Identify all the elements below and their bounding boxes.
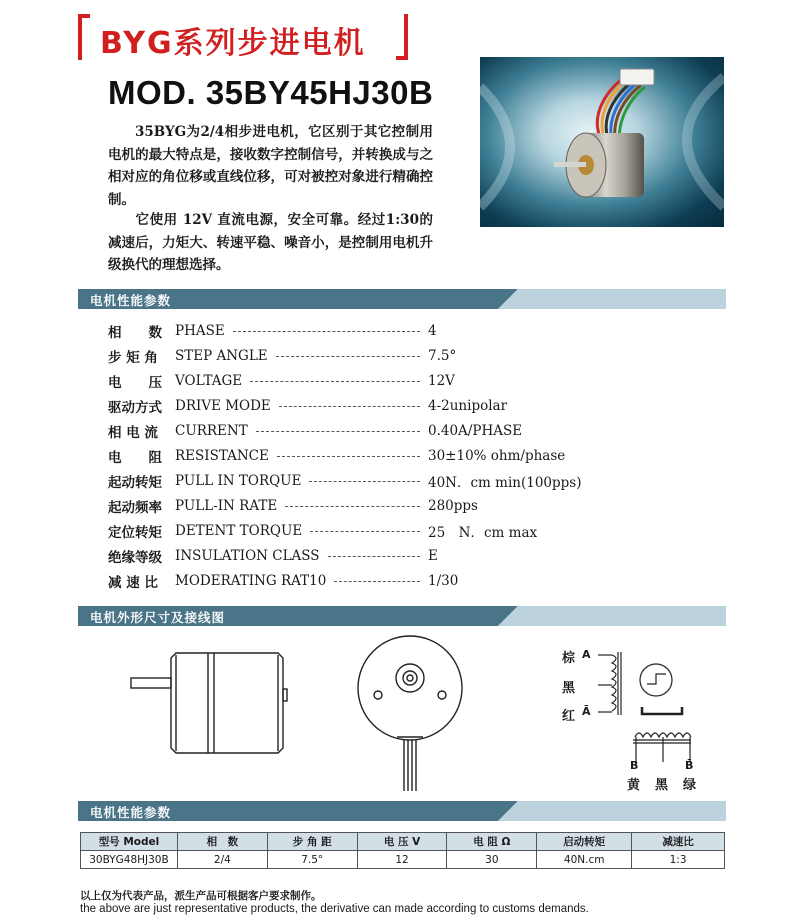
wire-label-a-bar: Ā (582, 705, 591, 718)
wire-label-red: 红 (562, 709, 576, 724)
spec-label-en: MODERATING RAT10 (175, 572, 327, 589)
title-frame (78, 14, 408, 60)
table-header-cell: 电 压 V (357, 833, 447, 851)
spec-row (108, 468, 582, 493)
table-cell: 30 (447, 851, 537, 869)
spec-label-en: RESISTANCE (175, 447, 269, 464)
spec-label-zh: 电 压 (108, 374, 162, 391)
title-bracket-left (78, 14, 90, 60)
table-cell: 40N.cm (537, 851, 632, 869)
section-bar-dimensions (78, 606, 726, 626)
spec-leader-line (279, 406, 420, 407)
series-title: BYG系列步进电机 (100, 26, 366, 61)
spec-row (108, 443, 578, 468)
spec-leader-line (328, 556, 420, 557)
table-header-cell: 电 阻 Ω (447, 833, 537, 851)
spec-label-zh: 电 阻 (108, 449, 162, 466)
intro-paragraph-1 (108, 121, 433, 211)
spec-leader-line (277, 456, 420, 457)
spec-label-en: CURRENT (175, 422, 248, 439)
intro-text-2: 它使用 12V 直流电源，安全可靠。经过1:30的减速后，力矩大、转速平稳、噪音小，是控制用电机升级换代的理想选择。 (108, 212, 433, 273)
spec-value: 280pps (428, 497, 478, 514)
spec-row (108, 418, 578, 443)
table-cell: 30BYG48HJ30B (81, 851, 178, 869)
spec-leader-line (334, 581, 420, 582)
spec-row (108, 493, 578, 518)
motor-front-view-drawing (355, 633, 465, 793)
table-cell: 7.5° (267, 851, 357, 869)
footer-note-en: the above are just representative products, the derivative can made according to customs demands. (80, 903, 589, 915)
spec-label-zh: 起动频率 (108, 499, 162, 516)
table-header-cell: 启动转矩 (537, 833, 632, 851)
motor-side-view-drawing (128, 645, 298, 765)
section-title-specs: 电机性能参数 (90, 293, 172, 308)
spec-label-en: VOLTAGE (175, 372, 243, 389)
spec-row (108, 393, 578, 418)
table-cell: 2/4 (177, 851, 267, 869)
spec-label-en: PHASE (175, 322, 225, 339)
title-bracket-right (396, 14, 408, 60)
table-row (81, 851, 725, 869)
spec-value: 40N．cm min(100pps) (428, 474, 582, 491)
wire-label-brown: 棕 (562, 651, 576, 666)
model-number: MOD. 35BY45HJ30B (108, 74, 434, 111)
spec-leader-line (310, 531, 420, 532)
section-bar-specs (78, 289, 726, 309)
table-header-row (81, 833, 725, 851)
spec-value: 4-2unipolar (428, 397, 508, 414)
table-cell: 12 (357, 851, 447, 869)
spec-value: 0.40A/PHASE (428, 422, 523, 439)
performance-table (80, 832, 725, 869)
motor-photo (480, 57, 724, 227)
spec-label-zh: 定位转矩 (108, 524, 162, 541)
spec-value: 7.5° (428, 347, 457, 364)
spec-value: E (428, 547, 438, 564)
intro-text-1: 35BYG为2/4相步进电机，它区别于其它控制用电机的最大特点是，接收数字控制信号，并转换成与之相对应的角位移或直线位移，可对被控对象进行精确控制。 (108, 124, 433, 208)
spec-leader-line (250, 381, 420, 382)
spec-label-zh: 相 电 流 (108, 424, 158, 441)
spec-leader-line (256, 431, 420, 432)
wire-label-green: 绿 (683, 778, 697, 793)
section-title-dimensions: 电机外形尺寸及接线图 (90, 610, 226, 625)
spec-value: 1/30 (428, 572, 459, 589)
wire-label-black-b: 黑 (655, 778, 669, 793)
wire-label-b-bar: B̄ (685, 759, 694, 772)
spec-label-en: DRIVE MODE (175, 397, 271, 414)
spec-label-en: PULL-IN RATE (175, 497, 278, 514)
spec-value: 30±10% ohm/phase (428, 447, 566, 464)
spec-row (108, 518, 578, 543)
table-header-cell: 型号 Model (81, 833, 178, 851)
footer-note-zh: 以上仅为代表产品，派生产品可根据客户要求制作。 (80, 890, 322, 902)
spec-label-en: STEP ANGLE (175, 347, 268, 364)
spec-leader-line (309, 481, 420, 482)
table-header-cell: 减速比 (632, 833, 725, 851)
spec-leader-line (233, 331, 420, 332)
spec-value: 4 (428, 322, 437, 339)
spec-row (108, 368, 578, 393)
table-cell: 1:3 (632, 851, 725, 869)
spec-label-zh: 起动转矩 (108, 474, 162, 491)
spec-value: 12V (428, 372, 455, 389)
wire-label-a: A (582, 648, 591, 661)
wiring-diagram (560, 642, 730, 792)
spec-label-zh: 减 速 比 (108, 574, 158, 591)
spec-label-en: PULL IN TORQUE (175, 472, 302, 489)
spec-row (108, 343, 578, 368)
spec-label-en: INSULATION CLASS (175, 547, 320, 564)
spec-row (108, 568, 578, 593)
intro-paragraph-2 (108, 209, 433, 277)
spec-row (108, 543, 578, 568)
wire-label-black: 黑 (562, 681, 576, 696)
table-header-cell: 步 角 距 (267, 833, 357, 851)
spec-label-en: DETENT TORQUE (175, 522, 303, 539)
spec-row (108, 318, 578, 343)
wire-label-b: B (630, 759, 639, 772)
spec-label-zh: 绝缘等级 (108, 549, 162, 566)
spec-value: 25 N．cm max (428, 524, 538, 541)
table-header-cell: 相 数 (177, 833, 267, 851)
section-bar-table (78, 801, 726, 821)
spec-leader-line (285, 506, 420, 507)
wire-label-yellow: 黄 (627, 778, 641, 793)
section-title-table: 电机性能参数 (90, 805, 172, 820)
spec-label-zh: 相 数 (108, 324, 162, 341)
spec-leader-line (276, 356, 420, 357)
spec-label-zh: 驱动方式 (108, 399, 162, 416)
spec-label-zh: 步 矩 角 (108, 349, 158, 366)
